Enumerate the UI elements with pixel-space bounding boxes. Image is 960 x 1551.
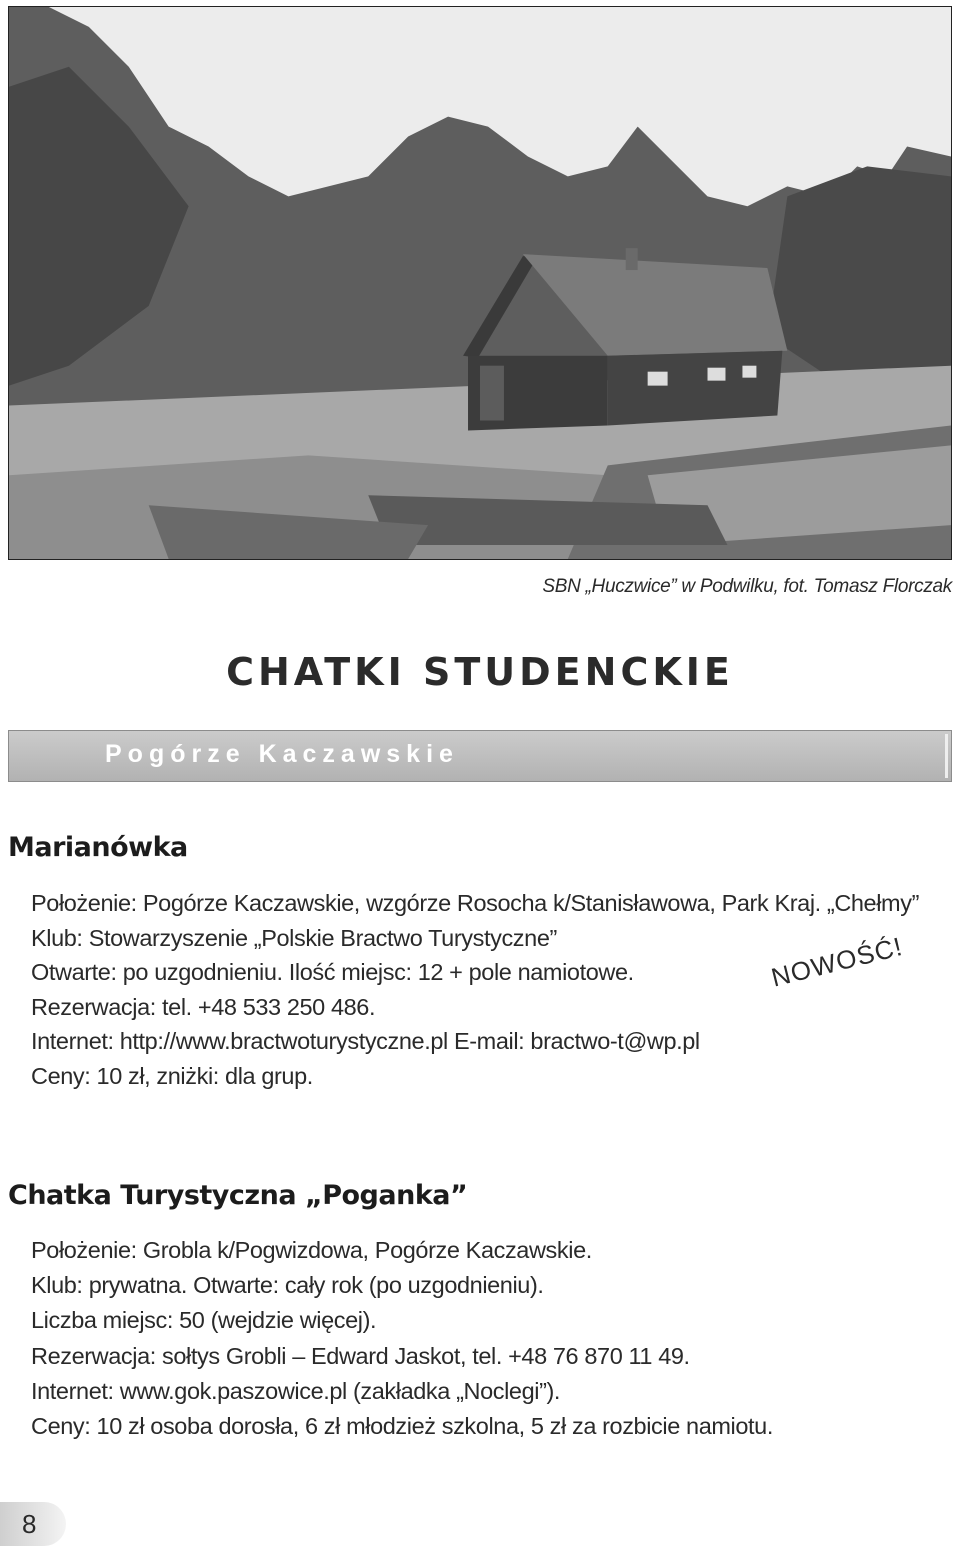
detail-line: Rezerwacja: sołtys Grobli – Edward Jaskot, tel. +48 76 870 11 49. [31, 1342, 690, 1369]
detail-line: Klub: Stowarzyszenie „Polskie Bractwo Turystyczne” [31, 924, 557, 951]
detail-line: Ceny: 10 zł osoba dorosła, 6 zł młodzież szkolna, 5 zł za rozbicie namiotu. [31, 1413, 773, 1440]
new-badge: NOWOŚĆ! [768, 931, 906, 993]
detail-line: Internet: www.gok.paszowice.pl (zakładka „Noclegi”). [31, 1377, 561, 1404]
detail-line: Rezerwacja: tel. +48 533 250 486. [31, 993, 376, 1020]
region-band [8, 730, 952, 782]
detail-line: Ceny: 10 zł, zniżki: dla grup. [31, 1062, 313, 1089]
section-title-poganka: Chatka Turystyczna „Poganka” [8, 1180, 468, 1211]
detail-line: Otwarte: po uzgodnieniu. Ilość miejsc: 12 + pole namiotowe. [31, 959, 634, 986]
detail-line: Klub: prywatna. Otwarte: cały rok (po uzgodnieniu). [31, 1272, 544, 1299]
hut-photo [8, 6, 952, 560]
detail-line: Położenie: Grobla k/Pogwizdowa, Pogórze Kaczawskie. [31, 1237, 592, 1263]
detail-line: Liczba miejsc: 50 (wejdzie więcej). [31, 1307, 377, 1334]
page-title: CHATKI STUDENCKIE [226, 650, 734, 694]
detail-line: Położenie: Pogórze Kaczawskie, wzgórze Rosocha k/Stanisławowa, Park Kraj. „Chełmy” [31, 890, 920, 916]
detail-line: Internet: http://www.bractwoturystyczne.pl E-mail: bractwo-t@wp.pl [31, 1028, 700, 1055]
page-number: 8 [22, 1509, 37, 1539]
photo-illustration [9, 7, 951, 559]
poganka-details [31, 1233, 773, 1444]
section-title-marianowka: Marianówka [8, 832, 188, 863]
band-highlight [945, 734, 948, 778]
region-band-label: Pogórze Kaczawskie [105, 740, 459, 768]
photo-caption: SBN „Huczwice” w Podwilku, fot. Tomasz Florczak [542, 576, 952, 597]
page-number-tab [0, 1502, 66, 1546]
